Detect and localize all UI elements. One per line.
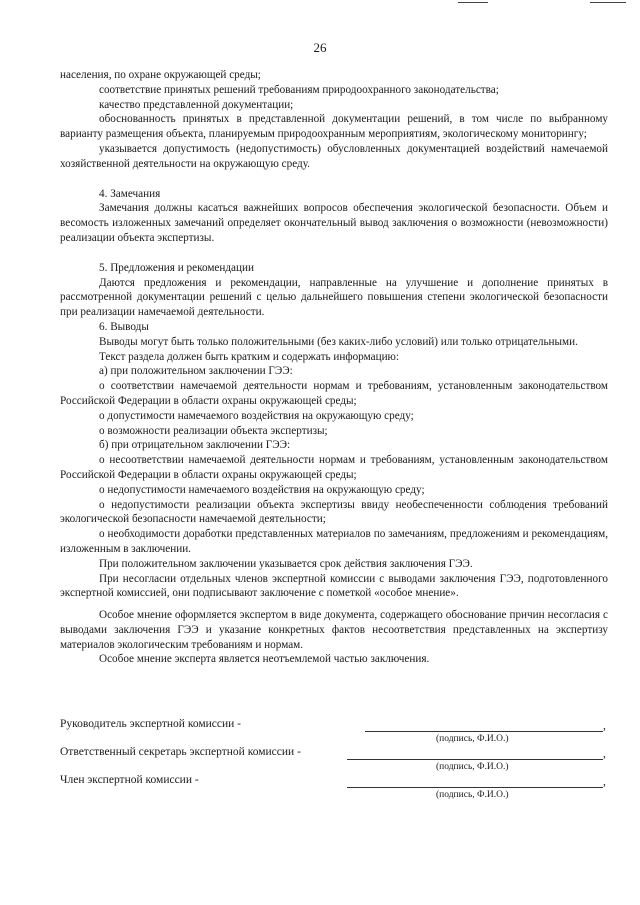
dissent-integral-note: Особое мнение эксперта является неотъемлемой частью заключения. xyxy=(99,653,430,666)
criterion-admissibility: указывается допустимость (недопустимость) обусловленных документацией воздействий намечаемой хозяйственной деятельности на окружающую среду. xyxy=(60,142,608,170)
list-item: о недопустимости реализации объекта экспертизы ввиду необеспеченности соблюдения требований экологической безопасности намечаемой деятельности; xyxy=(60,498,608,526)
conclusions-content-intro: Текст раздела должен быть кратким и содержать информацию: xyxy=(99,350,400,363)
signature-hint: (подпись, Ф.И.О.) xyxy=(436,762,509,772)
negative-conclusion-heading: б) при отрицательном заключении ГЭЭ: xyxy=(99,439,291,452)
positive-conclusion-heading: а) при положительном заключении ГЭЭ: xyxy=(99,365,293,378)
paragraph-continuation: населения, по охране окружающей среды; xyxy=(60,69,261,81)
page-number: 26 xyxy=(313,40,327,55)
dissent-note: При несогласии отдельных членов экспертной комиссии с выводами заключения ГЭЭ, подготовленного экспертной комиссией, они подписывают заключение с пометкой «особое мнение». xyxy=(60,572,608,600)
list-item: о недопустимости намечаемого воздействия на окружающую среду; xyxy=(99,483,425,496)
criterion-compliance: соответствие принятых решений требованиям природоохранного законодательства; xyxy=(99,83,499,96)
signature-hint: (подпись, Ф.И.О.) xyxy=(436,734,509,744)
signature-comma: , xyxy=(603,748,606,760)
signature-label: Член экспертной комиссии - xyxy=(60,774,199,786)
remarks-text: Замечания должны касаться важнейших вопросов обеспечения экологической безопасности. Объем и весомость изложенных замечаний определяет окончательный вывод заключения о возможности (невозможности) реализации объекта экспертизы. xyxy=(60,202,608,244)
conclusions-text: Выводы могут быть только положительными (без каких-либо условий) или только отрицательными. xyxy=(99,335,578,348)
section-heading-proposals: 5. Предложения и рекомендации xyxy=(99,261,254,274)
validity-period-note: При положительном заключении указывается срок действия заключения ГЭЭ. xyxy=(99,557,473,570)
signature-line xyxy=(347,787,603,788)
signature-hint: (подпись, Ф.И.О.) xyxy=(436,790,509,800)
signature-label: Ответственный секретарь экспертной комиссии - xyxy=(60,746,301,758)
section-heading-remarks: 4. Замечания xyxy=(99,187,161,200)
list-item: о допустимости намечаемого воздействия на окружающую среду; xyxy=(99,409,414,422)
list-item: о соответствии намечаемой деятельности нормам и требованиям, установленным законодательством Российской Федерации в области охраны окружающей среды; xyxy=(60,380,608,407)
section-heading-conclusions: 6. Выводы xyxy=(99,320,149,333)
document-body xyxy=(60,68,608,667)
signature-line xyxy=(347,759,603,760)
signature-comma: , xyxy=(603,720,606,732)
signature-label: Руководитель экспертной комиссии - xyxy=(60,718,242,730)
list-item: о возможности реализации объекта экспертизы; xyxy=(99,424,328,437)
proposals-text: Даются предложения и рекомендации, направленные на улучшение и дополнение принятых в рассмотренной документации решений с целью дальнейшего повышения степени экологической безопасности при реализации намечаемой деятельности. xyxy=(60,276,608,319)
dissent-format-note: Особое мнение оформляется экспертом в виде документа, содержащего обоснование причин несогласия с выводами заключения ГЭЭ и указание конкретных фактов несоответствия представленных на экспертизу материалов экологическим требованиям и нормам. xyxy=(60,609,608,651)
signature-line xyxy=(365,731,603,732)
criterion-justification: обоснованность принятых в представленной документации решений, в том числе по выбранному варианту размещения объекта, планируемым природоохранным мероприятиям, экологическому мониторингу; xyxy=(60,113,608,141)
signature-comma: , xyxy=(603,776,606,788)
list-item: о несоответствии намечаемой деятельности нормам и требованиям, установленным законодательством Российской Федерации в области охраны окружающей среды; xyxy=(60,454,608,481)
criterion-quality: качество представленной документации; xyxy=(99,98,294,111)
list-item: о необходимости доработки представленных материалов по замечаниям, предложениям и рекомендациям, изложенным в заключении. xyxy=(60,528,608,555)
scan-top-marks xyxy=(0,0,640,6)
